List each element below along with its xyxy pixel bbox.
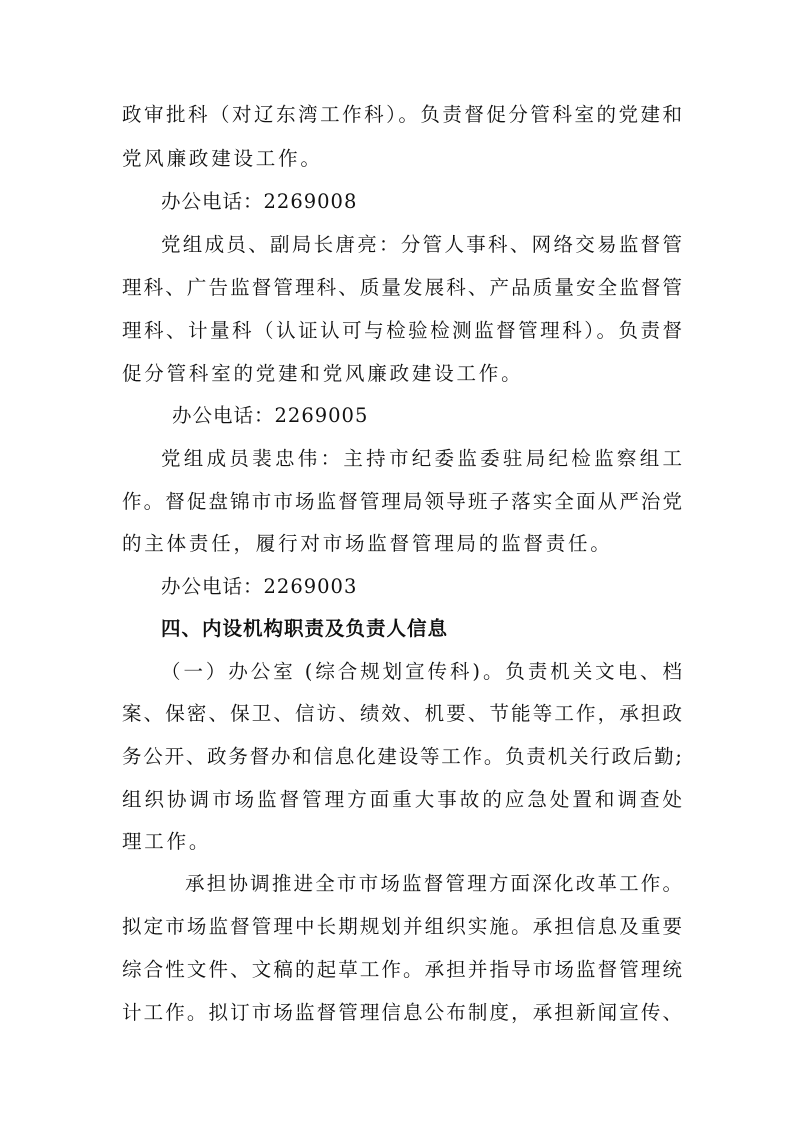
text-line-17: 组织协调市场监督管理方面重大事故的应急处置和调查处 bbox=[122, 788, 682, 811]
text-line-4: 党组成员、副局长唐亮：分管人事科、网络交易监督管 bbox=[161, 233, 682, 256]
text-line-11: 的主体责任，履行对市场监督管理局的监督责任。 bbox=[122, 532, 613, 555]
section-heading: 四、内设机构职责及负责人信息 bbox=[161, 617, 449, 640]
text-line-21: 综合性文件、文稿的起草工作。承担并指导市场监督管理统 bbox=[122, 958, 682, 981]
text-line-20: 拟定市场监督管理中长期规划并组织实施。承担信息及重要 bbox=[122, 915, 682, 938]
text-line-1: 政审批科（对辽东湾工作科）。负责督促分管科室的党建和 bbox=[122, 103, 682, 126]
office-phone-1: 办公电话：2269008 bbox=[161, 190, 358, 213]
text-line-14: （一）办公室 (综合规划宣传科)。负责机关文电、档 bbox=[161, 660, 682, 683]
text-line-10: 作。督促盘锦市市场监督管理局领导班子落实全面从严治党 bbox=[122, 490, 682, 513]
text-line-16: 务公开、政务督办和信息化建设等工作。负责机关行政后勤; bbox=[122, 745, 682, 768]
text-line-18: 理工作。 bbox=[122, 830, 212, 853]
text-line-5: 理科、广告监督管理科、质量发展科、产品质量安全监督管 bbox=[122, 276, 682, 299]
text-line-22: 计工作。拟订市场监督管理信息公布制度，承担新闻宣传、 bbox=[122, 1001, 682, 1024]
office-phone-2: 办公电话：2269005 bbox=[172, 404, 369, 427]
text-line-6: 理科、计量科（认证认可与检验检测监督管理科）。负责督 bbox=[122, 319, 682, 342]
text-line-2: 党风廉政建设工作。 bbox=[122, 147, 323, 170]
text-line-7: 促分管科室的党建和党风廉政建设工作。 bbox=[122, 362, 524, 385]
office-phone-3: 办公电话：2269003 bbox=[161, 575, 358, 598]
text-line-15: 案、保密、保卫、信访、绩效、机要、节能等工作，承担政 bbox=[122, 702, 682, 725]
text-line-9: 党组成员裴忠伟：主持市纪委监委驻局纪检监察组工 bbox=[161, 447, 682, 470]
text-line-19: 承担协调推进全市市场监督管理方面深化改革工作。 bbox=[185, 872, 682, 895]
